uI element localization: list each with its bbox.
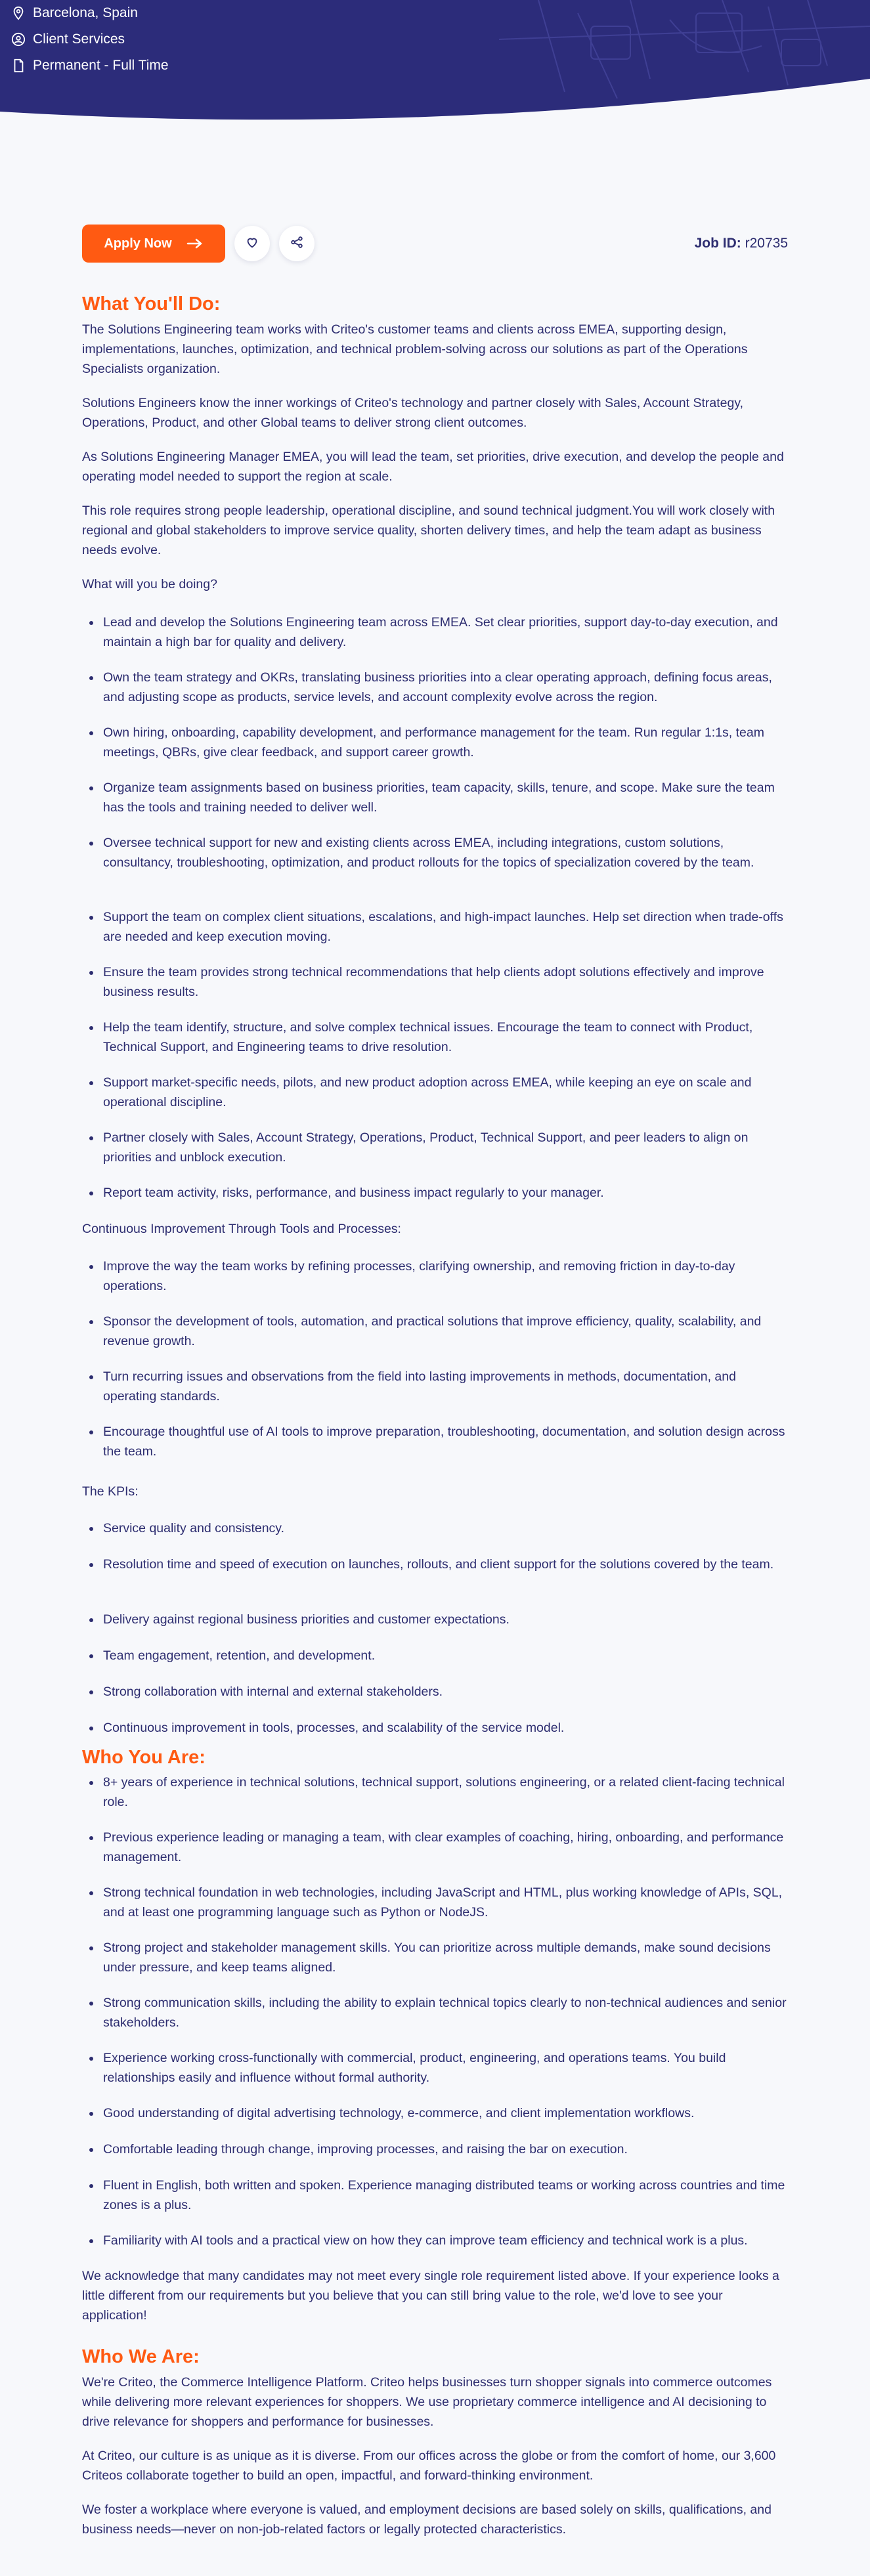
job-content bbox=[82, 223, 788, 2537]
doing-label: What will you be doing? bbox=[82, 577, 217, 591]
document-icon bbox=[9, 56, 28, 75]
person-circle-icon bbox=[9, 30, 28, 49]
list-item: Delivery against regional business priorities and customer expectations. bbox=[82, 1610, 788, 1629]
apply-now-button[interactable] bbox=[82, 225, 225, 263]
list-item: Team engagement, retention, and development. bbox=[82, 1646, 788, 1665]
list-item: Lead and develop the Solutions Engineering team across EMEA. Set clear priorities, support day-to-day execution, and maintain a high bar for quality and delivery. bbox=[82, 612, 788, 652]
job-employment bbox=[9, 53, 169, 79]
who-you-are-heading: Who You Are: bbox=[82, 1747, 206, 1768]
list-item: Strong technical foundation in web technologies, including JavaScript and HTML, plus working knowledge of APIs, SQL, and at least one programming language such as Python or NodeJS. bbox=[82, 1883, 788, 1922]
list-item: Support the team on complex client situations, escalations, and high-impact launches. Help set direction when trade-offs are needed and keep execution moving. bbox=[82, 907, 788, 947]
list-item: Strong communication skills, including the ability to explain technical topics clearly to non-technical audiences and senior stakeholders. bbox=[82, 1993, 788, 2032]
job-location bbox=[9, 0, 169, 26]
what-paragraph-2: Solutions Engineers know the inner workings of Criteo's technology and partner closely with Sales, Account Strategy, Operations, Product, and other Global teams to deliver strong client outcomes. bbox=[82, 396, 744, 430]
heart-icon bbox=[245, 235, 259, 253]
list-item: Help the team identify, structure, and solve complex technical issues. Encourage the team to connect with Product, Technical Support, and Engineering teams to drive resolution. bbox=[82, 1018, 788, 1057]
share-job-button[interactable] bbox=[279, 226, 315, 261]
location-pin-icon bbox=[9, 4, 28, 22]
list-item: Strong project and stakeholder management skills. You can prioritize across multiple demands, make sound decisions under pressure, and keep teams aligned. bbox=[82, 1938, 788, 1977]
list-item: Sponsor the development of tools, automation, and practical solutions that improve efficiency, quality, scalability, and revenue growth. bbox=[82, 1312, 788, 1351]
job-id bbox=[695, 236, 788, 251]
list-item: Own the team strategy and OKRs, translating business priorities into a clear operating approach, defining focus areas, and adjusting scope as products, service levels, and account complexity evolve across the region. bbox=[82, 668, 788, 707]
what-paragraph-4: This role requires strong people leadership, operational discipline, and sound technical judgment.You will work closely with regional and global stakeholders to improve service quality, shorten delivery times, and help the team adapt as business needs evolve. bbox=[82, 504, 775, 557]
list-item: Ensure the team provides strong technical recommendations that help clients adopt solutions effectively and improve business results. bbox=[82, 962, 788, 1002]
kpis-label: The KPIs: bbox=[82, 1484, 139, 1499]
what-you-do-heading: What You'll Do: bbox=[82, 293, 221, 314]
list-item: Report team activity, risks, performance, and business impact regularly to your manager. bbox=[82, 1183, 788, 1203]
list-item: Familiarity with AI tools and a practical view on how they can improve team efficiency and technical work is a plus. bbox=[82, 2231, 788, 2250]
job-department-text: Client Services bbox=[33, 32, 125, 47]
about-paragraph-3: We foster a workplace where everyone is valued, and employment decisions are based solely on skills, qualifications, and business needs—never on non-job-related factors or legally protected characteristics. bbox=[82, 2502, 772, 2537]
who-we-are-heading: Who We Are: bbox=[82, 2346, 200, 2367]
apply-now-label: Apply Now bbox=[104, 236, 172, 251]
save-job-button[interactable] bbox=[234, 226, 270, 261]
list-item: Improve the way the team works by refining processes, clarifying ownership, and removing friction in day-to-day operations. bbox=[82, 1256, 788, 1296]
hero-banner bbox=[0, 0, 870, 125]
list-item: Service quality and consistency. bbox=[82, 1518, 788, 1538]
list-item: Organize team assignments based on business priorities, team capacity, skills, tenure, and scope. Make sure the team has the tools and training needed to deliver well. bbox=[82, 778, 788, 817]
action-bar bbox=[82, 223, 788, 264]
list-item: Comfortable leading through change, improving processes, and raising the bar on execution. bbox=[82, 2139, 788, 2159]
job-id-value: r20735 bbox=[745, 236, 788, 251]
list-item: Previous experience leading or managing a team, with clear examples of coaching, hiring, onboarding, and performance management. bbox=[82, 1828, 788, 1867]
list-item: Partner closely with Sales, Account Strategy, Operations, Product, Technical Support, and peer leaders to align on priorities and unblock execution. bbox=[82, 1128, 788, 1167]
what-paragraph-1: The Solutions Engineering team works with Criteo's customer teams and clients across EMEA, supporting design, implementations, launches, optimization, and technical problem-solving across our solutions as part of the Operations Specialists organization. bbox=[82, 322, 748, 376]
arrow-right-icon bbox=[186, 238, 204, 249]
list-item: Oversee technical support for new and existing clients across EMEA, including integrations, custom solutions, consultancy, troubleshooting, optimization, and product rollouts for the topics of specialization covered by the team. bbox=[82, 833, 788, 872]
what-paragraph-3: As Solutions Engineering Manager EMEA, you will lead the team, set priorities, drive execution, and develop the people and operating model needed to support the region at scale. bbox=[82, 450, 784, 484]
job-id-label: Job ID: bbox=[694, 236, 741, 251]
list-item: Resolution time and speed of execution on launches, rollouts, and client support for the solutions covered by the team. bbox=[82, 1555, 788, 1574]
who-we-are-section bbox=[82, 2345, 788, 2539]
job-meta bbox=[9, 0, 169, 79]
list-item: Turn recurring issues and observations from the field into lasting improvements in methods, documentation, and operating standards. bbox=[82, 1367, 788, 1406]
share-icon bbox=[290, 235, 304, 253]
list-item: Strong collaboration with internal and external stakeholders. bbox=[82, 1682, 788, 1702]
list-item: 8+ years of experience in technical solutions, technical support, solutions engineering, or a related client-facing technical role. bbox=[82, 1772, 788, 1812]
list-item: Encourage thoughtful use of AI tools to improve preparation, troubleshooting, documentation, and solution design across the team. bbox=[82, 1422, 788, 1461]
acknowledgement-paragraph: We acknowledge that many candidates may not meet every single role requirement listed above. If your experience looks a little different from our requirements but you believe that you can still bring value to the role, we'd love to see your application! bbox=[82, 2269, 779, 2323]
job-department bbox=[9, 26, 169, 53]
what-you-do-section bbox=[82, 292, 788, 594]
about-paragraph-1: We're Criteo, the Commerce Intelligence Platform. Criteo helps businesses turn shopper signals into commerce outcomes while delivering more relevant experiences for shoppers. We use proprietary commerce intelligence and AI decisioning to drive relevance for shoppers and performance for businesses. bbox=[82, 2375, 772, 2429]
list-item: Fluent in English, both written and spoken. Experience managing distributed teams or working across countries and time zones is a plus. bbox=[82, 2176, 788, 2215]
list-item: Continuous improvement in tools, processes, and scalability of the service model. bbox=[82, 1718, 788, 1738]
list-item: Experience working cross-functionally with commercial, product, engineering, and operations teams. You build relationships easily and influence without formal authority. bbox=[82, 2048, 788, 2088]
continuous-improvement-label: Continuous Improvement Through Tools and Processes: bbox=[82, 1222, 401, 1236]
job-location-text: Barcelona, Spain bbox=[33, 5, 138, 20]
list-item: Own hiring, onboarding, capability development, and performance management for the team. Run regular 1:1s, team meetings, QBRs, give clear feedback, and support career growth. bbox=[82, 723, 788, 762]
about-paragraph-2: At Criteo, our culture is as unique as it is diverse. From our offices across the globe or from the comfort of home, our 3,600 Criteos collaborate together to build an open, impactful, and forward-thinking environment. bbox=[82, 2449, 776, 2483]
job-employment-text: Permanent - Full Time bbox=[33, 58, 169, 73]
list-item: Good understanding of digital advertising technology, e-commerce, and client implementation workflows. bbox=[82, 2103, 788, 2123]
list-item: Support market-specific needs, pilots, and new product adoption across EMEA, while keeping an eye on scale and operational discipline. bbox=[82, 1073, 788, 1112]
